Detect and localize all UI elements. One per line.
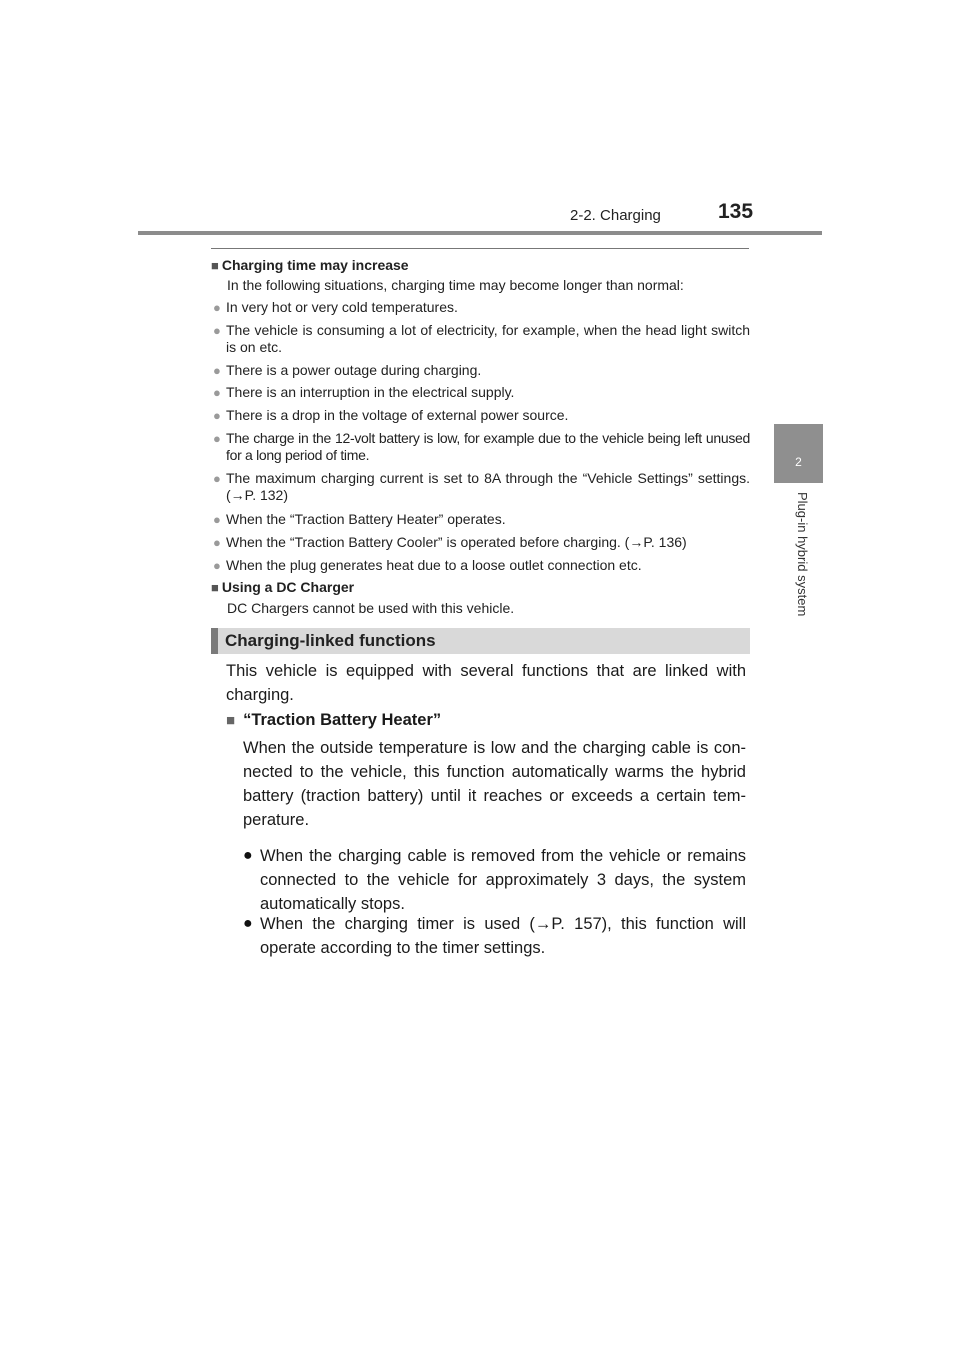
dc-charger-heading: ■ Using a DC Charger — [211, 579, 355, 595]
list-item: ● When the charging cable is removed from the vehicle or remains connected to the vehicle for approximately 3 days, the system automatically stops. — [243, 844, 746, 916]
list-item: ● When the charging timer is used (→P. 157), this function will operate according to the timer settings. — [243, 912, 746, 960]
list-item: ● There is a drop in the voltage of external power source. — [213, 407, 569, 423]
square-bullet-icon: ■ — [211, 258, 219, 273]
chapter-tab — [774, 424, 823, 483]
charging-time-heading: ■ Charging time may increase — [211, 257, 409, 273]
bullet-icon: ● — [243, 847, 253, 864]
section-title: Charging-linked functions — [225, 631, 436, 650]
bullet-icon: ● — [213, 431, 221, 446]
bullet-icon: ● — [213, 300, 221, 315]
section-band — [211, 628, 750, 654]
bullet-icon: ● — [213, 408, 221, 423]
page-number: 135 — [718, 200, 754, 223]
chapter-tab-label: Plug-in hybrid system — [795, 492, 810, 617]
bullet-icon: ● — [213, 558, 221, 573]
bullet-icon: ● — [213, 535, 221, 550]
charging-time-intro: In the following situations, charging time may become longer than normal: — [227, 277, 684, 293]
list-item: ● In very hot or very cold temperatures. — [213, 299, 458, 315]
bullet-icon: ● — [213, 471, 221, 486]
square-bullet-icon: ■ — [211, 580, 219, 595]
header-section: 2-2. Charging — [570, 207, 661, 224]
square-bullet-icon: ■ — [226, 712, 236, 729]
bullet-icon: ● — [213, 512, 221, 527]
list-item: ● The charge in the 12-volt battery is low, for example due to the vehicle being left unused for a long period of time. — [213, 430, 750, 463]
list-item: ● When the “Traction Battery Cooler” is operated before charging. (→P. 136) — [213, 534, 687, 550]
bullet-icon: ● — [213, 385, 221, 400]
chapter-tab-number: 2 — [795, 455, 802, 469]
bullet-icon: ● — [243, 915, 253, 932]
list-item: ● The vehicle is consuming a lot of electricity, for example, when the head light switch is on etc. — [213, 322, 750, 355]
list-item: ● The maximum charging current is set to 8A through the “Vehicle Settings” settings. (→P. 132) — [213, 470, 750, 503]
header-rule — [138, 231, 822, 235]
content-rule — [211, 248, 749, 249]
bullet-icon: ● — [213, 363, 221, 378]
linked-description: When the outside temperature is low and the charging cable is con- nected to the vehicle, this function automatically warms the hybrid battery (traction battery) until it reaches or exceeds a certain tem- perature. — [243, 739, 746, 829]
list-item: ● There is a power outage during charging. — [213, 362, 482, 378]
list-item: ● When the “Traction Battery Heater” operates. — [213, 511, 506, 527]
linked-subheading: ■ “Traction Battery Heater” — [226, 711, 442, 729]
linked-intro: This vehicle is equipped with several functions that are linked with charging. — [226, 662, 746, 704]
list-item: ● There is an interruption in the electrical supply. — [213, 384, 515, 400]
bullet-icon: ● — [213, 323, 221, 338]
list-item: ● When the plug generates heat due to a loose outlet connection etc. — [213, 557, 642, 573]
dc-charger-text: DC Chargers cannot be used with this vehicle. — [227, 600, 515, 616]
